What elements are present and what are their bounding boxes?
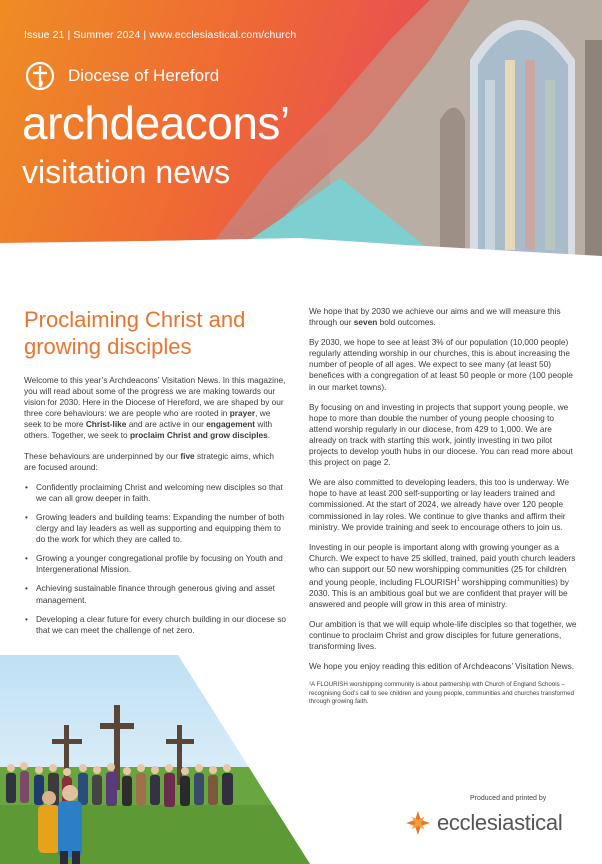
issue-line: Issue 21 | Summer 2024 | www.ecclesiastical.com/church bbox=[24, 29, 297, 41]
closing-paragraph: We hope you enjoy reading this edition of Archdeacons’ Visitation News. bbox=[309, 661, 575, 672]
aim-item: • Developing a clear future for every church building in our diocese so that we can meet the challenge of net zero. bbox=[24, 614, 286, 636]
investing-paragraph: Investing in our people is important along with growing younger as a Church. We expect to have 25 skilled, trained, paid youth church leaders who can support our 50 new worshipping communities (25 for children and young people, including FLOURISH$^1$ worshipping communities) by 2030. This is an ambitious goal but we are confident that prayer will be answered and people will grow in this area of ministry. bbox=[309, 541, 576, 609]
bold-term: proclaim Christ and grow disciples bbox=[129, 430, 268, 441]
produced-by-label: Produced and printed by bbox=[470, 795, 547, 802]
intro-paragraph: Welcome to this year’s Archdeacons’ Visitation News. In this magazine, you will read about some of the progress we are making towards our vision for 2030. Here in the Diocese of Hereford, we are shaped by our three core behaviours: we are people who are rooted in prayer, we seek to be more Christ-like and are active in our engagement with others. Together, we seek to proclaim Christ and grow disciples. bbox=[24, 375, 286, 441]
aim-item: • Confidently proclaiming Christ and welcoming new disciples so that we can all grow deeper in faith. bbox=[24, 482, 286, 504]
outdoor-crosses-photo bbox=[0, 655, 310, 864]
young-people-paragraph: By focusing on and investing in projects that support young people, we hope to more than double the number of young people choosing to attend worship regularly in our diocese, from 429 to 1,000. We are already on track with starting this work, jointly investing in two pilot projects to develop youth hubs in our diocese. You can read more about this project on page 2. bbox=[309, 401, 573, 468]
aim-item: • Achieving sustainable finance through generous giving and asset management. bbox=[24, 583, 286, 605]
bold-term: prayer bbox=[229, 408, 256, 419]
bold-term: Christ-like bbox=[85, 419, 127, 430]
attendance-paragraph: By 2030, we hope to see at least 3% of our population (10,000 people) regularly attending worship in our churches, this is about increasing the number of people of all ages. We expect to see many (at least 50) benefices with a congregation of at least 50 people or more (100 people in our market towns). bbox=[309, 337, 573, 392]
column-right bbox=[309, 306, 579, 716]
ambition-paragraph: Our ambition is that we will equip whole-life disciples so that together, we continue to proclaim Christ and grow disciples for future generations, transforming lives. bbox=[309, 619, 577, 652]
outcomes-paragraph: We hope that by 2030 we achieve our aims and we will measure this through our seven bold outcomes. bbox=[309, 306, 561, 328]
bold-term: engagement bbox=[206, 419, 256, 430]
ecclesiastical-star-icon bbox=[405, 810, 431, 836]
brand-wordmark: ecclesiastical bbox=[437, 810, 563, 835]
masthead-title: archdeacons’ bbox=[22, 97, 290, 149]
leaders-paragraph: We are also committed to developing leaders, this too is underway. We hope to have at least 200 self-supporting or lay leaders trained and commissioned. At the start of 2024, we already have over 120 people commissioned in lay roles. We continue to give thanks and affirm their ministry. We provide training and seek to encourage others to join us. bbox=[309, 477, 570, 532]
article-headline: Proclaiming Christ and growing disciples bbox=[24, 307, 246, 359]
diocese-brand bbox=[24, 60, 219, 92]
column-left bbox=[24, 375, 286, 644]
aim-item: • Growing a younger congregational profile by focusing on Youth and Intergenerational Mission. bbox=[24, 553, 286, 575]
bold-term: five bbox=[180, 450, 195, 461]
footnote: ¹A FLOURISH worshipping community is about partnership with Church of England Schools – recognising God’s call to see children and young people, communities and churches transformed through growing faith. bbox=[309, 681, 575, 706]
masthead-subtitle: visitation news bbox=[22, 154, 231, 190]
ecclesiastical-brand bbox=[405, 810, 562, 836]
aims-intro: These behaviours are underpinned by our five strategic aims, which are focused around: bbox=[24, 450, 274, 472]
diocese-name: Diocese of Hereford bbox=[68, 66, 220, 85]
cross-circle-icon bbox=[24, 60, 56, 92]
bold-term: seven bbox=[353, 317, 378, 328]
aims-list bbox=[24, 482, 286, 636]
aim-item: • Growing leaders and building teams: Expanding the number of both clergy and lay leaders as well as supporting and equipping them to do the work for which they are called to. bbox=[24, 512, 286, 545]
footnote-marker: 1 bbox=[456, 576, 460, 583]
